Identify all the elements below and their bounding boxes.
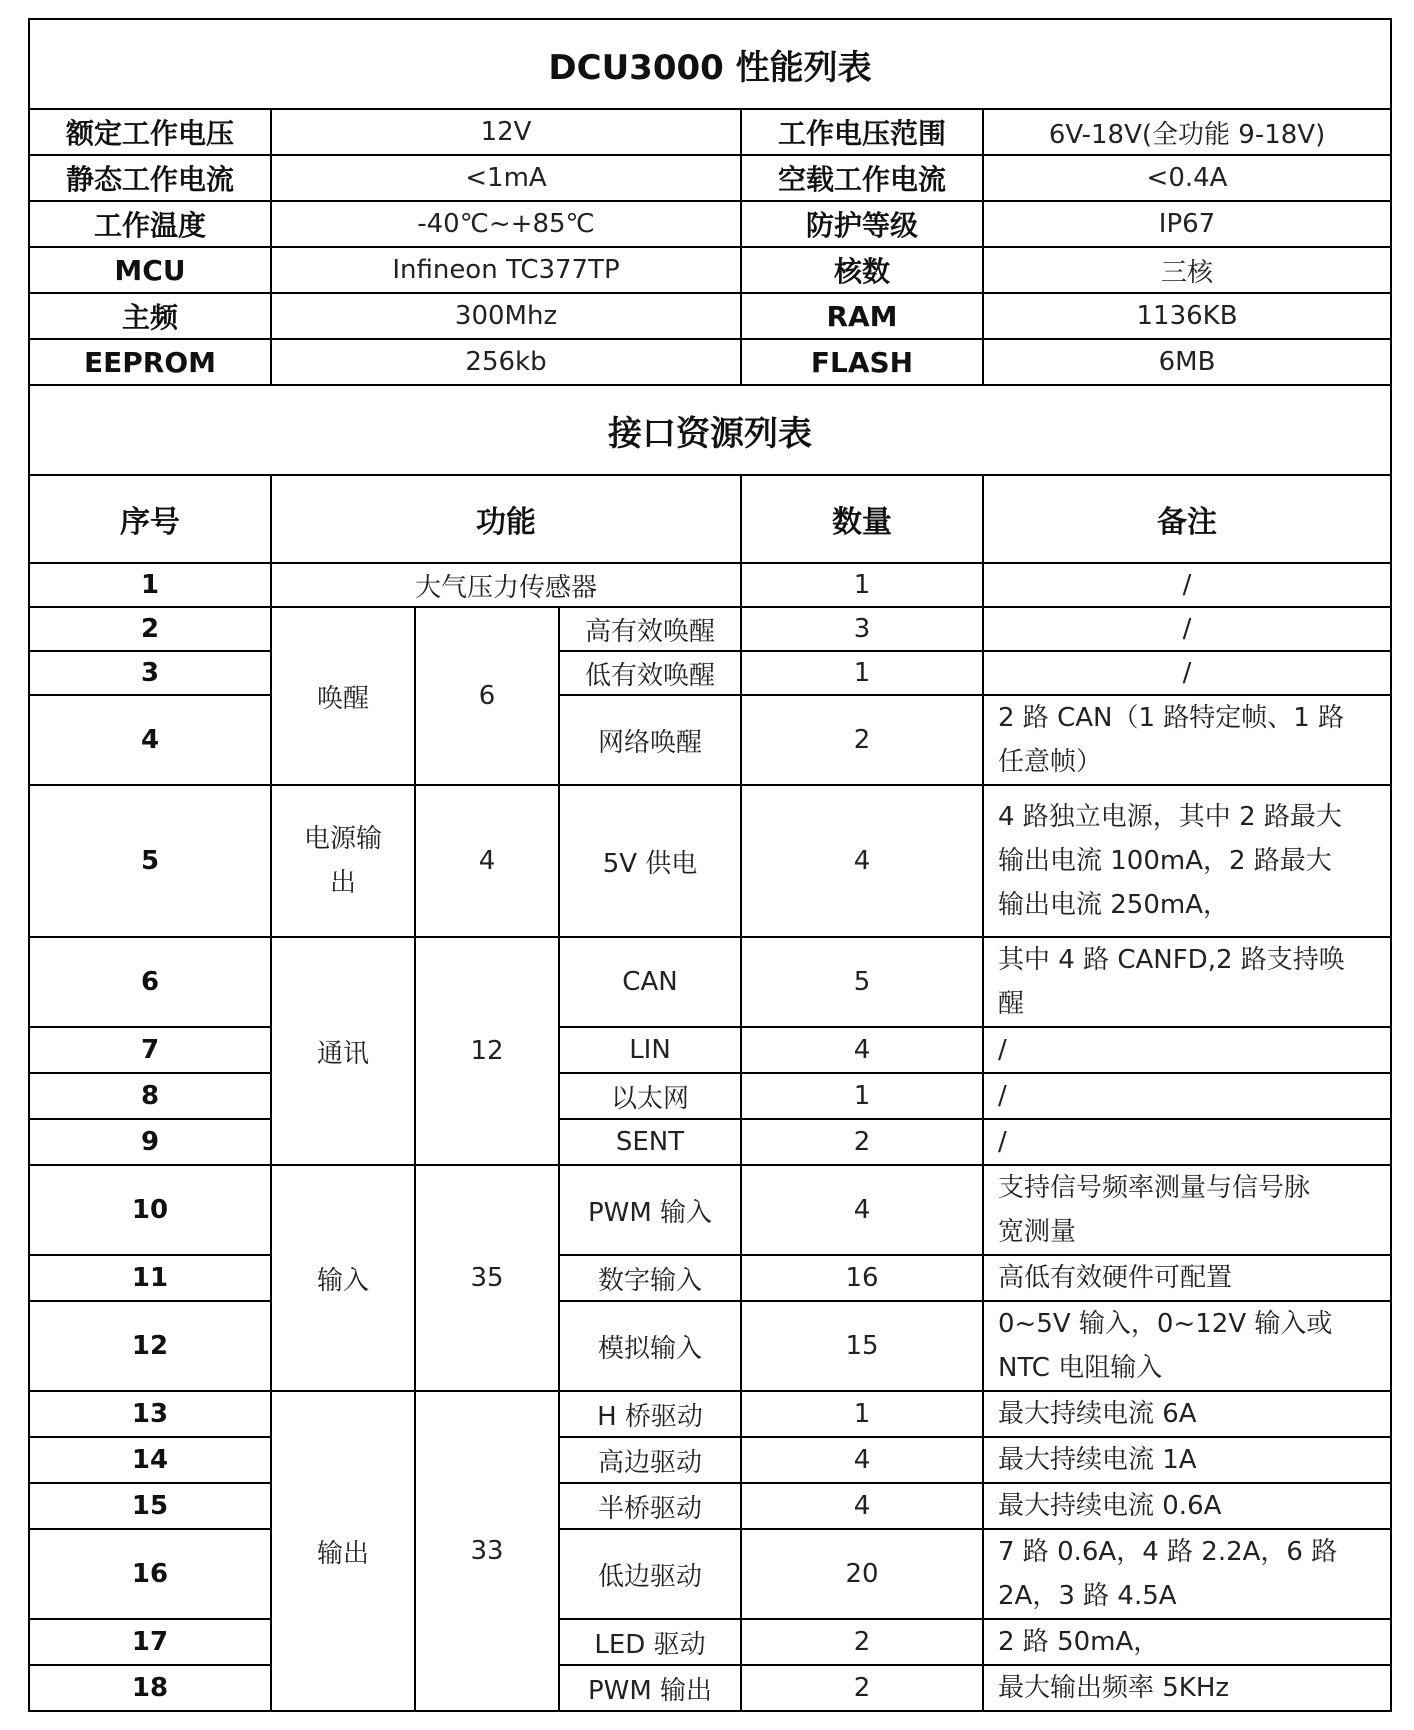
row-no: 6 [29,937,271,1027]
row-note [983,1301,1391,1391]
row-note [983,1165,1391,1255]
table-row [29,651,1391,695]
table-row [29,937,1391,1027]
note-line: 0~5V 输入，0~12V 输入或 [998,1309,1333,1339]
row-qty: 4 [741,1165,983,1255]
group-name-line: 电源输 [303,824,382,854]
row-item: 大气压力传感器 [271,563,741,607]
row-no: 2 [29,607,271,651]
row-qty: 20 [741,1529,983,1619]
row-qty: 1 [741,563,983,607]
perf-value: 12V [271,109,741,155]
row-qty: 2 [741,1665,983,1711]
table-row [29,607,1391,651]
perf-value: 300Mhz [271,293,741,339]
table-row [29,1119,1391,1165]
note-line: NTC 电阻输入 [998,1353,1163,1383]
row-no: 3 [29,651,271,695]
note-line: 支持信号频率测量与信号脉 [998,1173,1311,1203]
row-item: 低有效唤醒 [559,651,741,695]
perf-label: FLASH [741,339,983,385]
perf-label: 空载工作电流 [741,155,983,201]
row-no: 14 [29,1437,271,1483]
group-total: 35 [415,1165,559,1391]
row-no: 17 [29,1619,271,1665]
row-note: 高低有效硬件可配置 [983,1255,1391,1301]
group-name: 通讯 [271,937,415,1165]
row-qty: 1 [741,651,983,695]
perf-value: IP67 [983,201,1391,247]
row-note: 最大持续电流 0.6A [983,1483,1391,1529]
row-qty: 3 [741,607,983,651]
row-note [983,937,1391,1027]
row-no: 13 [29,1391,271,1437]
spec-table [28,18,1392,1712]
iface-title: 接口资源列表 [29,385,1391,475]
note-line: 2 路 CAN（1 路特定帧、1 路 [998,703,1345,733]
row-qty: 4 [741,1027,983,1073]
note-line: 输出电流 250mA， [998,890,1230,920]
row-qty: 15 [741,1301,983,1391]
row-note [983,1529,1391,1619]
row-item: LED 驱动 [559,1619,741,1665]
row-qty: 4 [741,1483,983,1529]
row-item: 网络唤醒 [559,695,741,785]
row-no: 16 [29,1529,271,1619]
table-row [29,1073,1391,1119]
perf-value: 三核 [983,247,1391,293]
perf-value: Infineon TC377TP [271,247,741,293]
row-qty: 4 [741,785,983,937]
row-note: / [983,1119,1391,1165]
row-item: 模拟输入 [559,1301,741,1391]
header-note: 备注 [983,475,1391,563]
row-note: 最大输出频率 5KHz [983,1665,1391,1711]
row-item: 数字输入 [559,1255,741,1301]
row-item: 高边驱动 [559,1437,741,1483]
row-no: 12 [29,1301,271,1391]
row-no: 7 [29,1027,271,1073]
table-row [29,1437,1391,1483]
row-item: PWM 输出 [559,1665,741,1711]
row-no: 18 [29,1665,271,1711]
group-total: 6 [415,607,559,785]
perf-label: RAM [741,293,983,339]
row-no: 5 [29,785,271,937]
row-item: SENT [559,1119,741,1165]
row-note: 2 路 50mA， [983,1619,1391,1665]
row-no: 4 [29,695,271,785]
table-row [29,1619,1391,1665]
row-qty: 4 [741,1437,983,1483]
row-note: / [983,651,1391,695]
perf-label: MCU [29,247,271,293]
group-name: 输出 [271,1391,415,1711]
table-row [29,695,1391,785]
perf-label: 工作电压范围 [741,109,983,155]
perf-value: -40℃~+85℃ [271,201,741,247]
perf-title: DCU3000 性能列表 [29,19,1391,109]
row-no: 11 [29,1255,271,1301]
row-note: 最大持续电流 6A [983,1391,1391,1437]
note-line: 4 路独立电源，其中 2 路最大 [998,802,1342,832]
group-total: 12 [415,937,559,1165]
row-no: 10 [29,1165,271,1255]
note-line: 2A，3 路 4.5A [998,1581,1177,1611]
table-row [29,1027,1391,1073]
table-row [29,785,1391,937]
note-line: 宽测量 [998,1217,1077,1247]
group-name [271,785,415,937]
perf-value: 6MB [983,339,1391,385]
row-item: CAN [559,937,741,1027]
note-line: 7 路 0.6A，4 路 2.2A，6 路 [998,1537,1338,1567]
row-no: 9 [29,1119,271,1165]
perf-value: <0.4A [983,155,1391,201]
row-no: 8 [29,1073,271,1119]
table-row [29,1165,1391,1255]
table-row [29,1391,1391,1437]
perf-label: 防护等级 [741,201,983,247]
header-function: 功能 [271,475,741,563]
row-qty: 2 [741,1119,983,1165]
row-note [983,695,1391,785]
perf-label: 静态工作电流 [29,155,271,201]
perf-label: 主频 [29,293,271,339]
group-total: 33 [415,1391,559,1711]
perf-value: 1136KB [983,293,1391,339]
row-note [983,785,1391,937]
row-item: 高有效唤醒 [559,607,741,651]
table-row [29,1483,1391,1529]
row-qty: 1 [741,1391,983,1437]
group-total: 4 [415,785,559,937]
perf-label: 工作温度 [29,201,271,247]
row-qty: 2 [741,695,983,785]
row-no: 15 [29,1483,271,1529]
table-row [29,1665,1391,1711]
note-line: 任意帧） [998,747,1103,777]
row-item: LIN [559,1027,741,1073]
table-row [29,563,1391,607]
row-note: / [983,607,1391,651]
perf-value: <1mA [271,155,741,201]
group-name-line: 出 [329,868,356,898]
header-no: 序号 [29,475,271,563]
row-item: 低边驱动 [559,1529,741,1619]
header-quantity: 数量 [741,475,983,563]
row-item: 以太网 [559,1073,741,1119]
group-name: 输入 [271,1165,415,1391]
row-item: 5V 供电 [559,785,741,937]
row-note: / [983,1073,1391,1119]
note-line: 醒 [998,989,1025,1019]
row-no: 1 [29,563,271,607]
perf-label: EEPROM [29,339,271,385]
row-qty: 1 [741,1073,983,1119]
row-qty: 5 [741,937,983,1027]
row-qty: 2 [741,1619,983,1665]
table-row [29,1529,1391,1619]
perf-value: 6V-18V(全功能 9-18V) [983,109,1391,155]
row-item: PWM 输入 [559,1165,741,1255]
table-row [29,1301,1391,1391]
perf-value: 256kb [271,339,741,385]
note-line: 其中 4 路 CANFD,2 路支持唤 [998,945,1345,975]
perf-label: 核数 [741,247,983,293]
row-note: 最大持续电流 1A [983,1437,1391,1483]
group-name: 唤醒 [271,607,415,785]
row-item: 半桥驱动 [559,1483,741,1529]
row-note: / [983,1027,1391,1073]
row-item: H 桥驱动 [559,1391,741,1437]
table-row [29,1255,1391,1301]
row-note: / [983,563,1391,607]
row-qty: 16 [741,1255,983,1301]
note-line: 输出电流 100mA，2 路最大 [998,846,1332,876]
perf-label: 额定工作电压 [29,109,271,155]
